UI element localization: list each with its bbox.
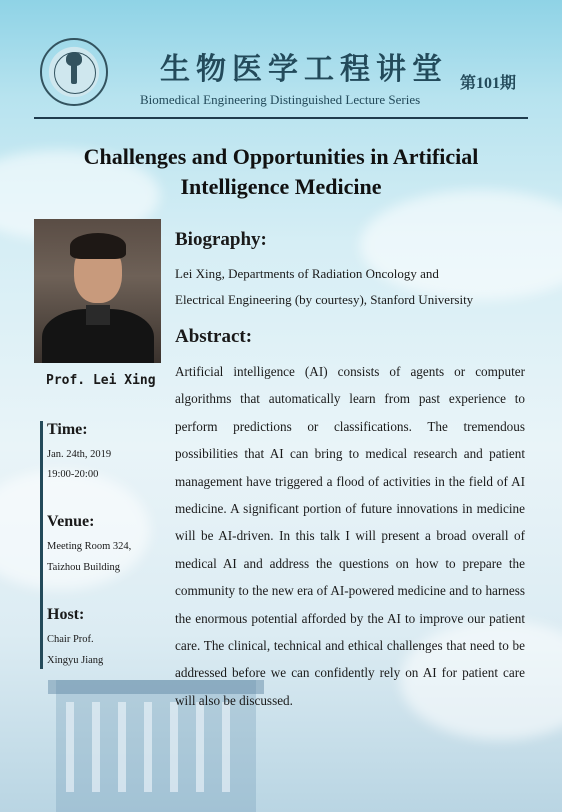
series-title-cn: 生物医学工程讲堂 [160, 52, 448, 87]
host-line2: Xingyu Jiang [47, 655, 104, 666]
lecture-title [20, 142, 542, 202]
time-hours: 19:00-20:00 [47, 469, 99, 480]
time-date: Jan. 24th, 2019 [47, 449, 112, 460]
lecture-title-line1: Challenges and Opportunities in Artificial [83, 144, 479, 169]
abstract-heading: Abstract: [175, 326, 253, 347]
header-divider [34, 117, 528, 119]
venue-line2: Taizhou Building [47, 562, 121, 573]
speaker-photo [34, 219, 161, 363]
venue-label: Venue: [47, 513, 95, 530]
sidebar-accent-line [40, 421, 43, 669]
venue-line1: Meeting Room 324, [47, 541, 132, 552]
lecture-title-line2: Intelligence Medicine [180, 174, 382, 199]
time-label: Time: [47, 421, 88, 438]
issue-number: 第101期 [460, 75, 517, 92]
biography-heading: Biography: [175, 229, 267, 250]
biography-text [175, 261, 535, 313]
university-logo [40, 38, 108, 106]
series-title-en: Biomedical Engineering Distinguished Lecture Series [140, 92, 421, 107]
biography-line1: Lei Xing, Departments of Radiation Oncology and [175, 266, 439, 281]
abstract-text: Artificial intelligence (AI) consists of agents or computer algorithms that automatically learn from past experience to perform predictions or classifications. The tremendous possibilities that AI can bring to medical research and patient management have triggered a flood of activities in the field of AI medicine. A significant portion of future innovations in medicine will be AI-driven. In this talk I will present a broad overall of medical AI and address the questions on how to prepare the community to the new era of AI-powered medicine and to harness the enormous potential afforded by the AI to improve our patient care. The clinical, technical and ethical challenges that need to be addressed before we can confidently rely on AI for patient care will also be discussed. [175, 364, 525, 708]
biography-line2: Electrical Engineering (by courtesy), Stanford University [175, 292, 474, 307]
host-line1: Chair Prof. [47, 634, 94, 645]
host-label: Host: [47, 606, 85, 623]
speaker-name: Prof. Lei Xing [46, 373, 156, 388]
